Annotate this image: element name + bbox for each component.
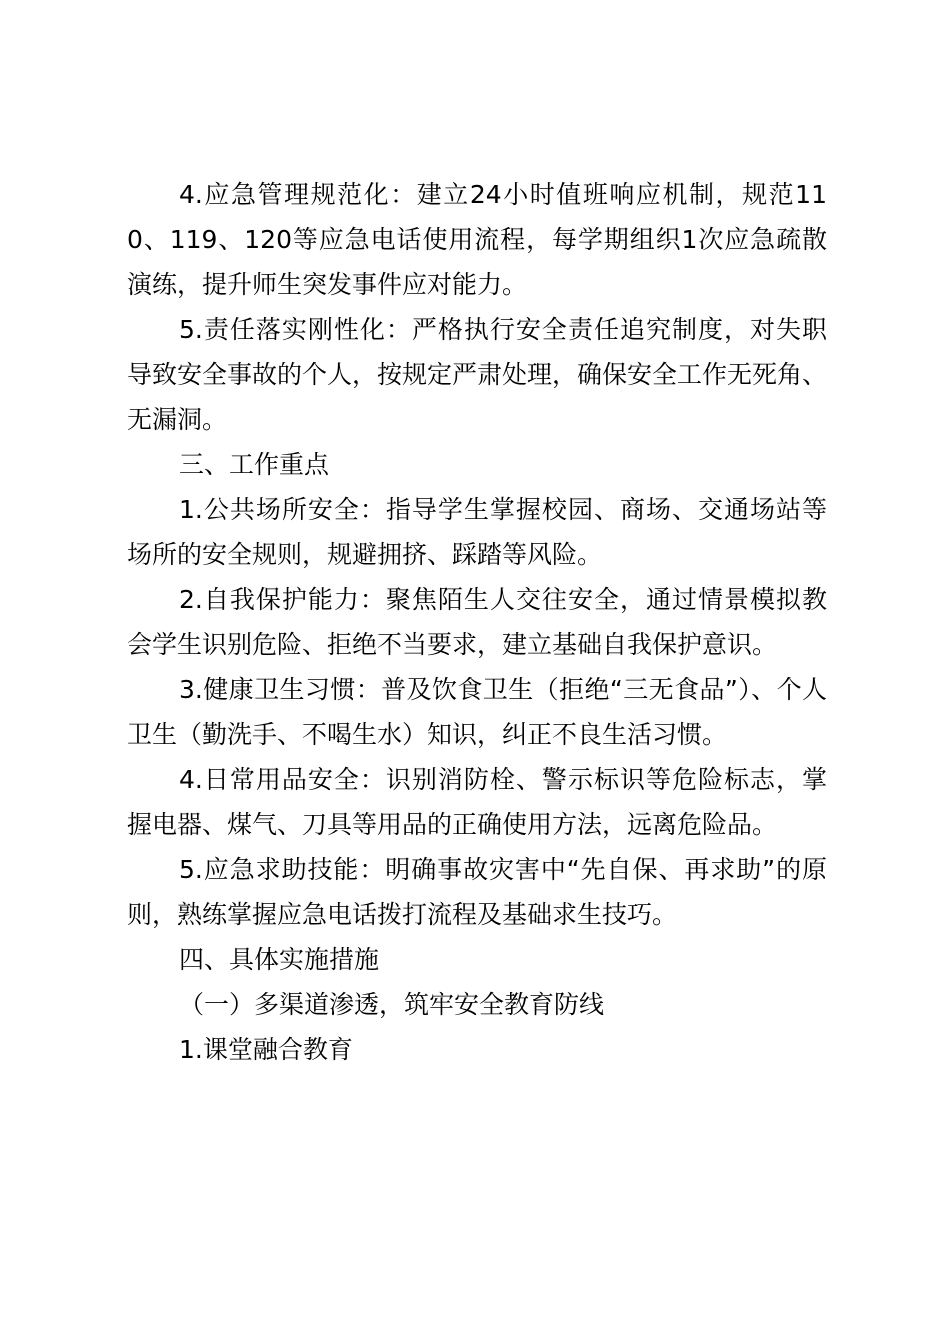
paragraph-emergency-management: 4.应急管理规范化：建立24小时值班响应机制，规范110、119、120等应急电话使用流程，每学期组织1次应急疏散演练，提升师生突发事件应对能力。 — [127, 180, 827, 299]
document-body — [127, 172, 827, 1072]
paragraph-emergency-help: 5.应急求助技能：明确事故灾害中“先自保、再求助”的原则，熟练掌握应急电话拨打流程及基础求生技巧。 — [127, 855, 827, 929]
section-heading-measures: 四、具体实施措施 — [179, 945, 380, 974]
section-heading-work-focus: 三、工作重点 — [179, 450, 330, 479]
item-heading-classroom: 1.课堂融合教育 — [179, 1035, 353, 1064]
paragraph-self-protection: 2.自我保护能力：聚焦陌生人交往安全，通过情景模拟教会学生识别危险、拒绝不当要求，建立基础自我保护意识。 — [127, 585, 827, 659]
paragraph-responsibility: 5.责任落实刚性化：严格执行安全责任追究制度，对失职导致安全事故的个人，按规定严肃处理，确保安全工作无死角、无漏洞。 — [127, 315, 828, 434]
subsection-heading-channels: （一）多渠道渗透，筑牢安全教育防线 — [179, 990, 605, 1019]
paragraph-daily-items: 4.日常用品安全：识别消防栓、警示标识等危险标志，掌握电器、煤气、刀具等用品的正确使用方法，远离危险品。 — [127, 765, 827, 839]
paragraph-public-safety: 1.公共场所安全：指导学生掌握校园、商场、交通场站等场所的安全规则，规避拥挤、踩踏等风险。 — [127, 495, 827, 569]
paragraph-health-hygiene: 3.健康卫生习惯：普及饮食卫生（拒绝“三无食品”）、个人卫生（勤洗手、不喝生水）知识，纠正不良生活习惯。 — [127, 675, 827, 749]
